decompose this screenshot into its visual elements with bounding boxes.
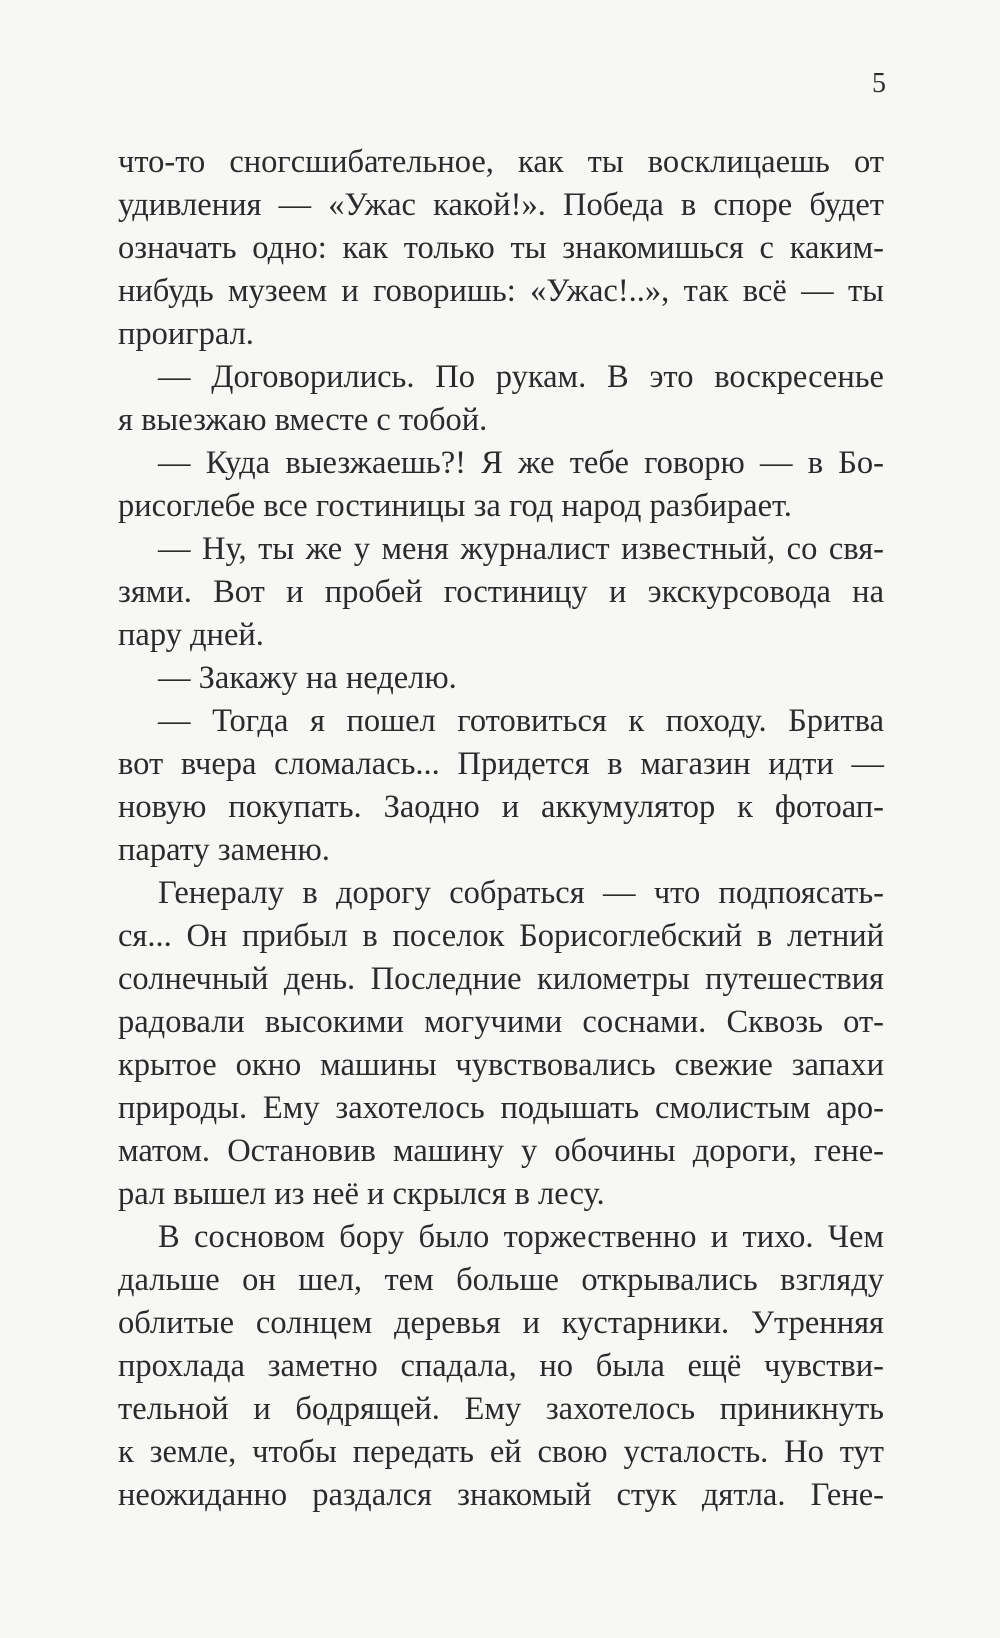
- text-line: удивления — «Ужас какой!». Победа в споре будет: [118, 187, 884, 223]
- text-line: Генералу в дорогу собраться — что подпоясать-: [158, 875, 884, 911]
- text-line: рал вышел из неё и скрылся в лесу.: [118, 1176, 605, 1212]
- text-line: природы. Ему захотелось подышать смолистым аро-: [118, 1090, 884, 1126]
- text-line: что-то сногсшибательное, как ты восклицаешь от: [118, 144, 884, 180]
- text-line: новую покупать. Заодно и аккумулятор к фотоап-: [118, 789, 884, 825]
- text-line: — Закажу на неделю.: [158, 660, 457, 696]
- text-line: — Куда выезжаешь?! Я же тебе говорю — в Бо-: [158, 445, 884, 481]
- text-line: означать одно: как только ты знакомишься с каким-: [118, 230, 884, 266]
- text-line: радовали высокими могучими соснами. Сквозь от-: [118, 1004, 884, 1040]
- text-line: крытое окно машины чувствовались свежие запахи: [118, 1047, 884, 1083]
- text-line: проиграл.: [118, 316, 254, 352]
- text-line: зями. Вот и пробей гостиницу и экскурсовода на: [118, 574, 884, 610]
- text-line: прохлада заметно спадала, но была ещё чувстви-: [118, 1348, 884, 1384]
- text-line: В сосновом бору было торжественно и тихо. Чем: [158, 1219, 884, 1255]
- text-line: пару дней.: [118, 617, 264, 653]
- text-line: к земле, чтобы передать ей свою усталость. Но тут: [118, 1434, 884, 1470]
- text-line: — Тогда я пошел готовиться к походу. Бритва: [158, 703, 884, 739]
- text-line: тельной и бодрящей. Ему захотелось приникнуть: [118, 1391, 884, 1427]
- text-line: рисоглебе все гостиницы за год народ разбирает.: [118, 488, 792, 524]
- text-line: матом. Остановив машину у обочины дороги, гене-: [118, 1133, 884, 1169]
- text-line: я выезжаю вместе с тобой.: [118, 402, 488, 438]
- text-line: вот вчера сломалась... Придется в магазин идти —: [118, 746, 884, 782]
- text-line: парату заменю.: [118, 832, 330, 868]
- text-line: дальше он шел, тем больше открывались взгляду: [118, 1262, 884, 1298]
- text-line: — Договорились. По рукам. В это воскресенье: [158, 359, 884, 395]
- text-line: неожиданно раздался знакомый стук дятла. Гене-: [118, 1477, 884, 1513]
- text-line: — Ну, ты же у меня журналист известный, со свя-: [158, 531, 884, 567]
- text-line: солнечный день. Последние километры путешествия: [118, 961, 884, 997]
- text-line: облитые солнцем деревья и кустарники. Утренняя: [118, 1305, 884, 1341]
- page-number: 5: [872, 68, 886, 99]
- text-line: нибудь музеем и говоришь: «Ужас!..», так всё — ты: [118, 273, 884, 309]
- text-line: ся... Он прибыл в поселок Борисоглебский в летний: [118, 918, 884, 954]
